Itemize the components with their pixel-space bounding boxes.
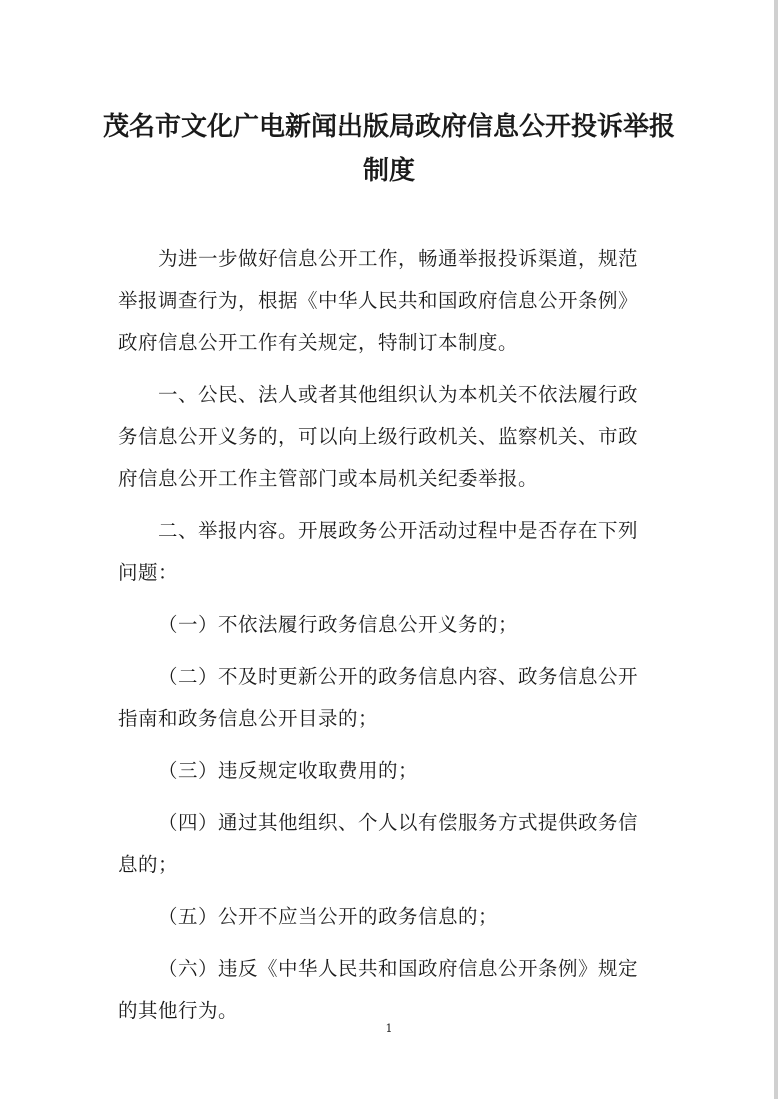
list-item-6-line-1: （六）违反《中华人民共和国政府信息公开条例》规定: [158, 957, 639, 980]
paragraph-1-line-2: 务信息公开义务的，可以向上级行政机关、监察机关、市政: [118, 425, 639, 448]
paragraph-2-line-1: 二、举报内容。开展政务公开活动过程中是否存在下列: [158, 519, 639, 542]
scan-edge-shadow: [774, 0, 778, 1099]
paragraph-1-line-1: 一、公民、法人或者其他组织认为本机关不依法履行政: [158, 383, 639, 406]
paragraph-intro-line-2: 举报调查行为，根据《中华人民共和国政府信息公开条例》: [118, 289, 639, 312]
paragraph-1-line-3: 府信息公开工作主管部门或本局机关纪委举报。: [118, 467, 539, 490]
list-item-1: （一）不依法履行政务信息公开义务的；: [158, 613, 519, 636]
paragraph-intro-line-3: 政府信息公开工作有关规定，特制订本制度。: [118, 331, 519, 354]
list-item-5: （五）公开不应当公开的政务信息的；: [158, 905, 499, 928]
page-number: 1: [385, 1022, 393, 1035]
list-item-3: （三）违反规定收取费用的；: [158, 759, 419, 782]
document-title-line-2: 制度: [362, 156, 415, 186]
paragraph-intro-line-1: 为进一步做好信息公开工作，畅通举报投诉渠道，规范: [158, 247, 639, 270]
document-title-line-1: 茂名市文化广电新闻出版局政府信息公开投诉举报: [102, 112, 675, 142]
paragraph-2-line-2: 问题：: [118, 561, 179, 584]
list-item-4-line-1: （四）通过其他组织、个人以有偿服务方式提供政务信: [158, 811, 639, 834]
list-item-4-line-2: 息的；: [118, 853, 179, 876]
list-item-2-line-2: 指南和政务信息公开目录的；: [118, 707, 379, 730]
list-item-6-line-2: 的其他行为。: [118, 999, 239, 1022]
list-item-2-line-1: （二）不及时更新公开的政务信息内容、政务信息公开: [158, 665, 639, 688]
